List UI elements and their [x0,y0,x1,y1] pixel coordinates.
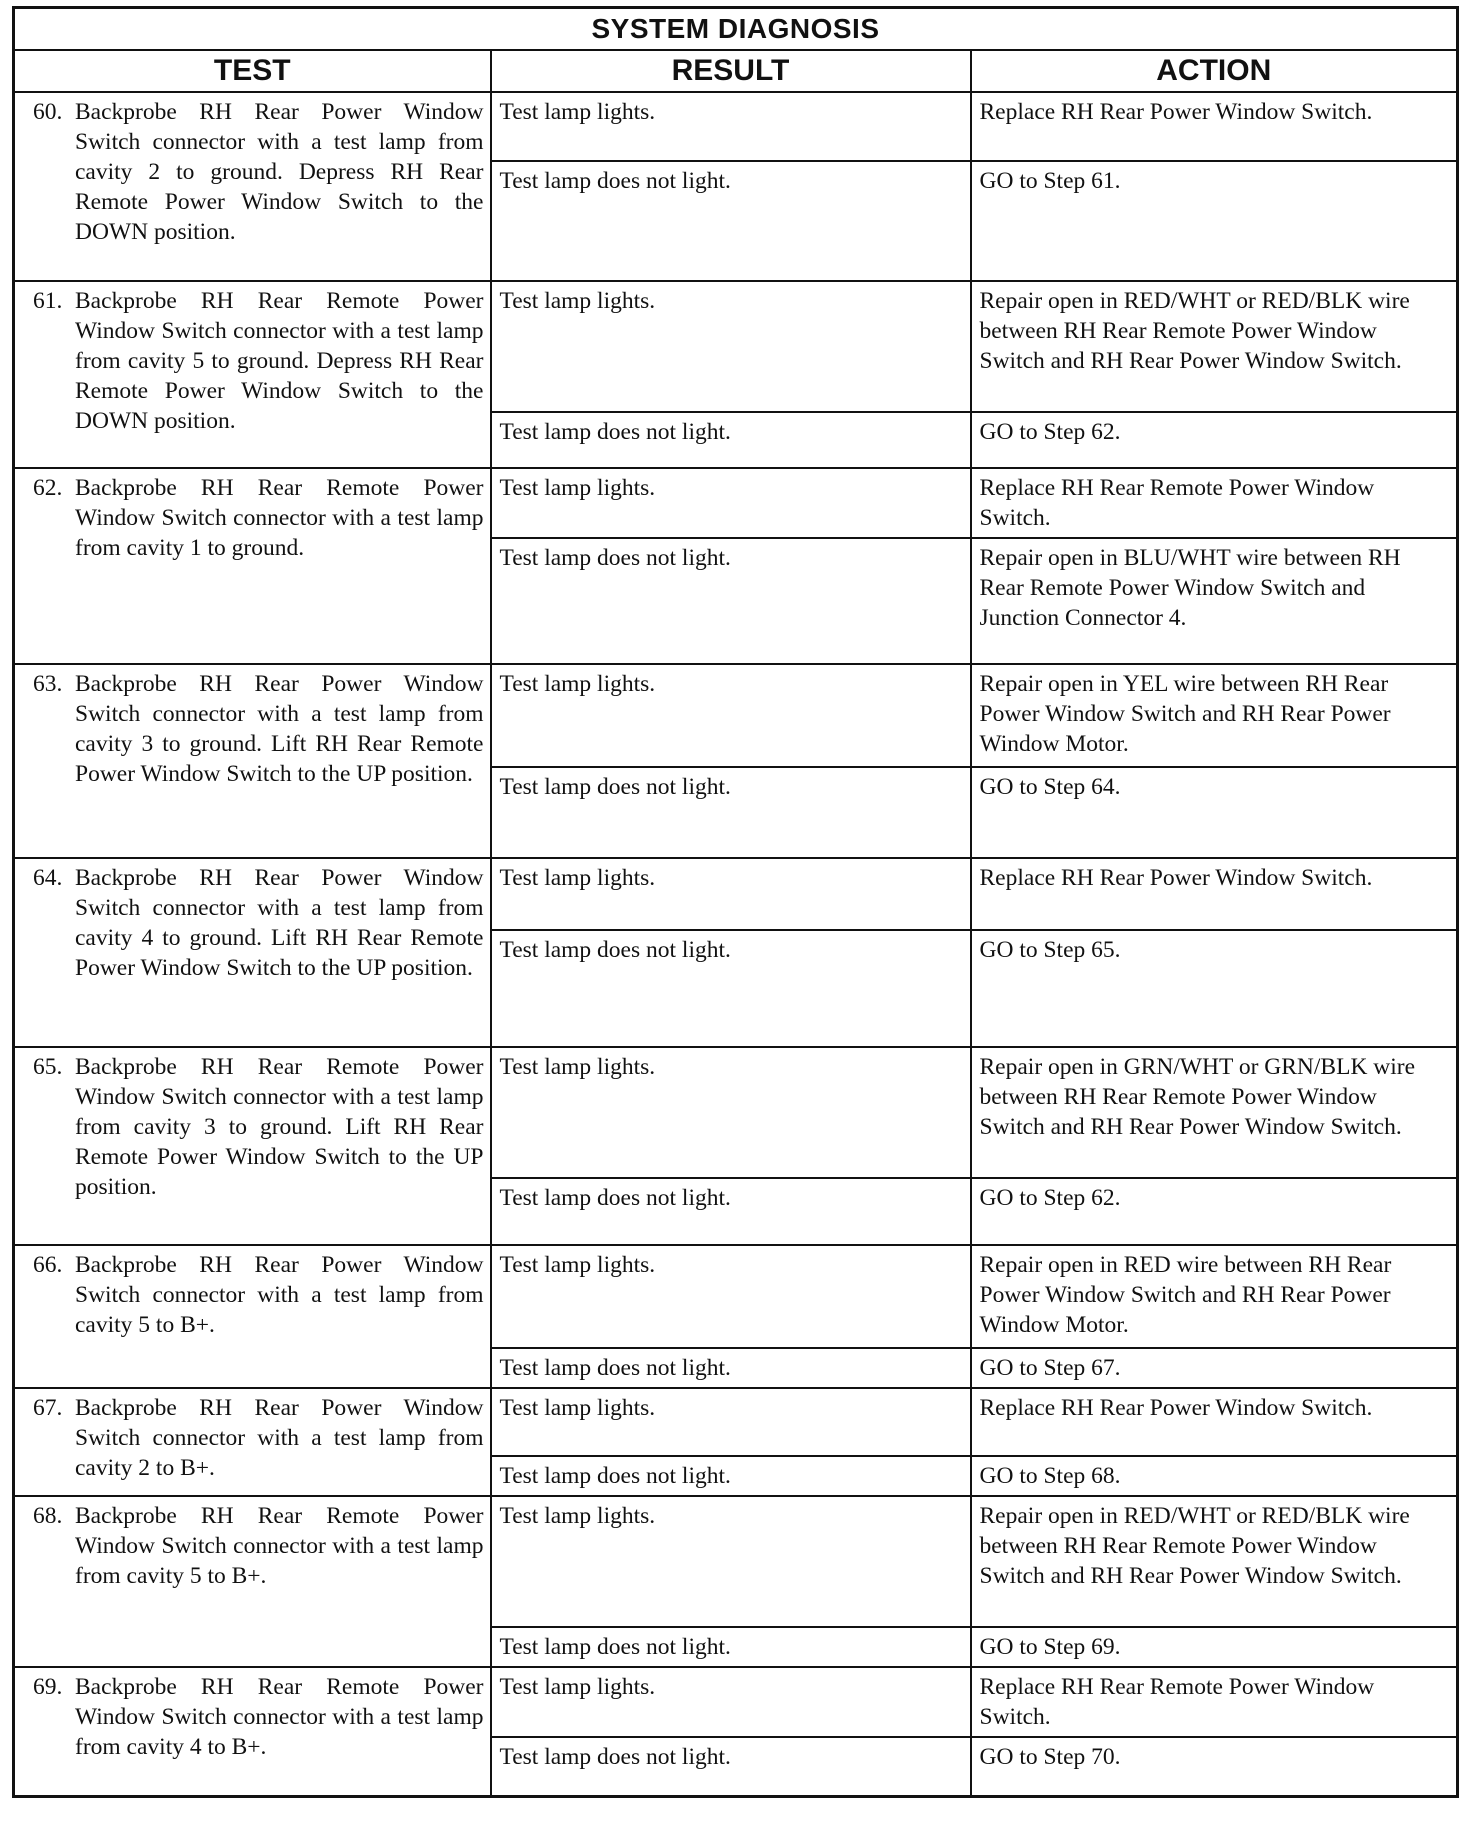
action-cell: GO to Step 69. [971,1627,1458,1667]
step-number: 67. [33,1395,63,1421]
step-number: 66. [33,1252,63,1278]
action-cell: GO to Step 67. [971,1348,1458,1388]
action-cell: GO to Step 70. [971,1737,1458,1796]
test-content [21,473,484,563]
step-number: 64. [33,865,63,891]
step-number: 69. [33,1674,63,1700]
result-cell: Test lamp lights. [491,1047,971,1178]
header-result: RESULT [491,50,971,92]
step-number: 60. [33,99,63,125]
result-cell: Test lamp does not light. [491,161,971,281]
result-cell: Test lamp does not light. [491,1456,971,1496]
diagnosis-sheet [12,6,1456,1798]
system-diagnosis-table [12,6,1459,1798]
action-cell: GO to Step 68. [971,1456,1458,1496]
action-cell: GO to Step 62. [971,412,1458,468]
result-cell: Test lamp lights. [491,1496,971,1627]
action-cell: Replace RH Rear Power Window Switch. [971,92,1458,161]
table-row [14,1496,1458,1627]
action-cell: GO to Step 61. [971,161,1458,281]
test-text: Backprobe RH Rear Power Window Switch connector with a test lamp from cavity 5 to B+. [75,1252,484,1338]
result-cell: Test lamp does not light. [491,1737,971,1796]
result-cell: Test lamp lights. [491,468,971,538]
test-text: Backprobe RH Rear Power Window Switch connector with a test lamp from cavity 2 to B+. [75,1395,484,1481]
result-cell: Test lamp does not light. [491,1627,971,1667]
test-cell [14,1667,491,1796]
test-content [21,669,484,789]
test-cell [14,1047,491,1245]
action-cell: Repair open in YEL wire between RH Rear Power Window Switch and RH Rear Power Window Motor. [971,664,1458,767]
table-row [14,1667,1458,1737]
table-body [14,92,1458,1796]
test-content [21,1672,484,1762]
action-cell: GO to Step 64. [971,767,1458,858]
action-cell: Repair open in GRN/WHT or GRN/BLK wire between RH Rear Remote Power Window Switch and RH Rear Power Window Switch. [971,1047,1458,1178]
test-content [21,97,484,247]
test-cell [14,1245,491,1388]
test-content [21,1393,484,1483]
test-cell [14,858,491,1047]
table-row [14,1388,1458,1456]
test-content [21,1250,484,1340]
result-cell: Test lamp lights. [491,1388,971,1456]
table-row [14,468,1458,538]
test-text: Backprobe RH Rear Power Window Switch connector with a test lamp from cavity 4 to ground. Lift RH Rear Remote Power Window Switch to the UP position. [75,865,484,981]
result-cell: Test lamp lights. [491,664,971,767]
step-number: 65. [33,1054,63,1080]
table-row [14,664,1458,767]
header-row [14,50,1458,92]
test-text: Backprobe RH Rear Power Window Switch connector with a test lamp from cavity 2 to ground. Depress RH Rear Remote Power Window Switch to the DOWN position. [75,99,484,245]
result-cell: Test lamp does not light. [491,767,971,858]
table-row [14,858,1458,930]
step-number: 61. [33,288,63,314]
action-cell: Repair open in RED/WHT or RED/BLK wire between RH Rear Remote Power Window Switch and RH Rear Power Window Switch. [971,1496,1458,1627]
action-cell: GO to Step 65. [971,930,1458,1047]
test-cell [14,92,491,281]
action-cell: Repair open in RED/WHT or RED/BLK wire between RH Rear Remote Power Window Switch and RH Rear Power Window Switch. [971,281,1458,412]
test-text: Backprobe RH Rear Remote Power Window Switch connector with a test lamp from cavity 4 to B+. [75,1674,484,1760]
action-cell: Repair open in RED wire between RH Rear Power Window Switch and RH Rear Power Window Motor. [971,1245,1458,1348]
test-text: Backprobe RH Rear Remote Power Window Switch connector with a test lamp from cavity 1 to ground. [75,475,484,561]
test-text: Backprobe RH Rear Remote Power Window Switch connector with a test lamp from cavity 5 to ground. Depress RH Rear Remote Power Window Switch to the DOWN position. [75,288,484,434]
step-number: 62. [33,475,63,501]
test-text: Backprobe RH Rear Remote Power Window Switch connector with a test lamp from cavity 5 to B+. [75,1503,484,1589]
test-content [21,1052,484,1202]
result-cell: Test lamp lights. [491,92,971,161]
action-cell: GO to Step 62. [971,1178,1458,1245]
test-content [21,863,484,983]
table-row [14,1047,1458,1178]
table-row [14,92,1458,161]
table-title: SYSTEM DIAGNOSIS [14,8,1458,51]
table-row [14,281,1458,412]
table-row [14,1245,1458,1348]
header-test: TEST [14,50,491,92]
title-row [14,8,1458,51]
result-cell: Test lamp lights. [491,1667,971,1737]
test-content [21,286,484,436]
action-cell: Replace RH Rear Power Window Switch. [971,858,1458,930]
test-content [21,1501,484,1591]
result-cell: Test lamp does not light. [491,538,971,664]
action-cell: Repair open in BLU/WHT wire between RH Rear Remote Power Window Switch and Junction Connector 4. [971,538,1458,664]
step-number: 68. [33,1503,63,1529]
action-cell: Replace RH Rear Remote Power Window Switch. [971,468,1458,538]
result-cell: Test lamp does not light. [491,1348,971,1388]
header-action: ACTION [971,50,1458,92]
result-cell: Test lamp lights. [491,281,971,412]
result-cell: Test lamp does not light. [491,412,971,468]
test-text: Backprobe RH Rear Remote Power Window Switch connector with a test lamp from cavity 3 to ground. Lift RH Rear Remote Power Window Switch to the UP position. [75,1054,484,1200]
result-cell: Test lamp lights. [491,858,971,930]
action-cell: Replace RH Rear Power Window Switch. [971,1388,1458,1456]
result-cell: Test lamp does not light. [491,1178,971,1245]
test-cell [14,1496,491,1667]
result-cell: Test lamp lights. [491,1245,971,1348]
result-cell: Test lamp does not light. [491,930,971,1047]
test-cell [14,664,491,858]
test-text: Backprobe RH Rear Power Window Switch connector with a test lamp from cavity 3 to ground. Lift RH Rear Remote Power Window Switch to the UP position. [75,671,484,787]
test-cell [14,468,491,664]
test-cell [14,1388,491,1496]
action-cell: Replace RH Rear Remote Power Window Switch. [971,1667,1458,1737]
test-cell [14,281,491,468]
step-number: 63. [33,671,63,697]
